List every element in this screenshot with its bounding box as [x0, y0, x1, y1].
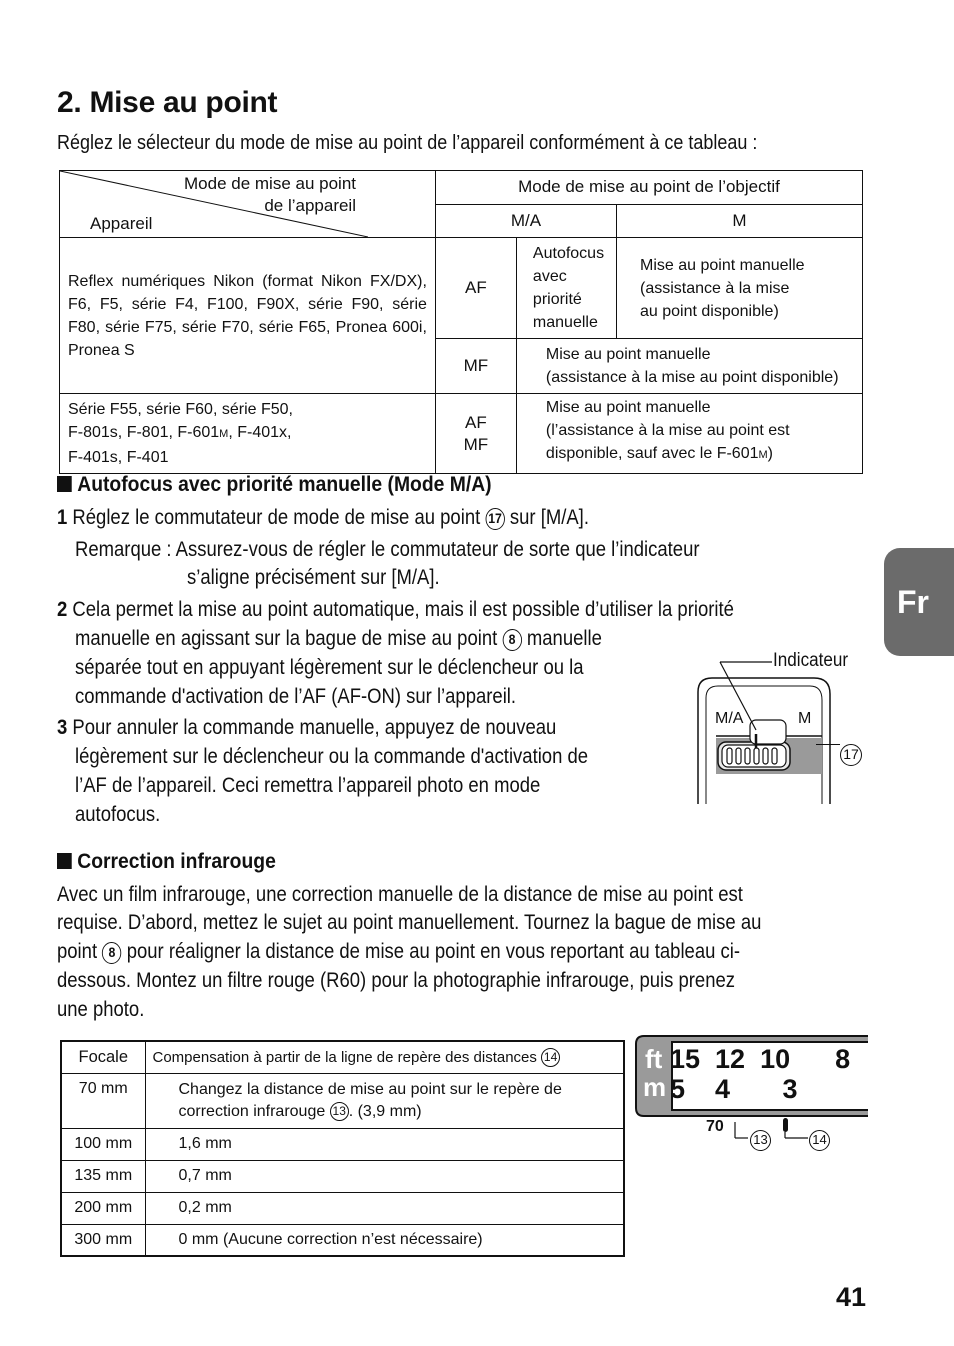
corner-top-line2: de l’appareil [264, 196, 356, 215]
switch-label-m: M [798, 710, 812, 727]
row1-mf-cell [516, 339, 862, 394]
indicator-label: Indicateur [773, 650, 849, 671]
step2-line2: manuelle en agissant sur la bague de mise au point 8 manuelle [75, 627, 602, 650]
ref-17-icon: 17 [485, 508, 504, 530]
step3-line3: l’AF de l’appareil. Ceci remettra l’appareil photo en mode [75, 774, 541, 797]
row1-af-ma-line1: Autofocus avec [532, 245, 605, 285]
corner-bottom-label: Appareil [90, 214, 153, 233]
scale-m-values: 5 4 3 [670, 1074, 798, 1104]
language-tab [884, 548, 954, 656]
ref-14-icon: 14 [541, 1048, 560, 1067]
row1-cameras: Reflex numériques Nikon (format Nikon FX/DX), F6, F5, série F4, F100, F90X, série F90, série F80, série F75, série F70, série F65, Pronea 600i, Pronea S [60, 238, 436, 394]
row2-line1: Mise au point manuelle [545, 399, 711, 416]
comp-cell: 0,2 mm [145, 1192, 624, 1224]
ref-8-icon: 8 [502, 629, 521, 651]
row2-cameras-line1: Série F55, série F60, série F50, [68, 401, 293, 418]
row1-mf-line2: (assistance à la mise au point disponible) [545, 369, 839, 386]
row1-af-ma-line2: priorité manuelle [532, 291, 598, 331]
row1-af-m-line3: au point disponible) [640, 302, 779, 320]
scale-ft-values: 15 12 10 8 [670, 1044, 851, 1074]
focus-mode-table [59, 170, 863, 474]
row1-mf-mode: MF [435, 339, 516, 394]
switch-ref-17: 17 [840, 744, 862, 766]
table-row [61, 1224, 624, 1256]
step1: 1 Réglez le commutateur de mode de mise au point 17 sur [M/A]. [57, 506, 589, 529]
ref-8-icon: 8 [102, 942, 121, 964]
table-row [61, 1192, 624, 1224]
row2-cell [516, 394, 862, 474]
focal-cell: 300 mm [61, 1224, 145, 1256]
language-tab-label: Fr [897, 584, 929, 620]
step3-line4: autofocus. [75, 803, 161, 826]
row2-cameras [60, 394, 436, 474]
scale-mark-70: 70 [706, 1118, 724, 1135]
row1-af-m-line1: Mise au point manuelle [640, 256, 805, 274]
row1-af-mode: AF [435, 238, 516, 339]
note-line2: s’aligne précisément sur [M/A]. [187, 566, 440, 589]
ir-line2: requise. D’abord, mettez le sujet au point manuellement. Tournez la bague de mise au [57, 911, 762, 934]
comp-cell: 0,7 mm [145, 1160, 624, 1192]
step2-line1: 2 Cela permet la mise au point automatique, mais il est possible d’utiliser la priorité [57, 598, 734, 621]
ir-section-heading: Correction infrarouge [57, 850, 276, 874]
step3-line1: 3 Pour annuler la commande manuelle, appuyez de nouveau [57, 716, 557, 739]
ref-13-icon: 13 [330, 1102, 349, 1121]
table-corner-header [60, 171, 436, 238]
col-header-ma: M/A [435, 204, 616, 238]
row2-cameras-line2: F-801s, F-801, F-601M, F-401x, [68, 424, 292, 441]
focal-cell: 100 mm [61, 1128, 145, 1160]
row2-mode: AF MF [435, 394, 516, 474]
switch-label-ma: M/A [715, 710, 744, 727]
table-header-row [61, 1041, 624, 1073]
ir-line3: point 8 pour réaligner la distance de mise au point en vous reportant au tableau ci- [57, 940, 741, 963]
corner-top-line1: Mode de mise au point [184, 174, 356, 193]
col-header-compensation: Compensation à partir de la ligne de repère des distances 14 [145, 1041, 624, 1073]
intro-text: Réglez le sélecteur du mode de mise au point de l’appareil conformément à ce tableau : [57, 132, 758, 154]
col-header-m: M [617, 204, 863, 238]
row1-af-m-line2: (assistance à la mise [640, 279, 790, 297]
scale-ref-14: 14 [809, 1130, 830, 1151]
distance-scale-figure [634, 1034, 868, 1158]
row2-line3: disponible, sauf avec le F-601M) [545, 445, 773, 462]
focal-cell: 70 mm [61, 1073, 145, 1128]
row1-af-ma-cell [516, 238, 616, 339]
ir-correction-table [60, 1040, 625, 1257]
bullet-square-icon [57, 853, 72, 869]
ir-line5: une photo. [57, 998, 145, 1021]
row2-cameras-line3: F-401s, F-401 [68, 449, 169, 466]
ir-line1: Avec un film infrarouge, une correction manuelle de la distance de mise au point est [57, 883, 743, 906]
col-header-focal: Focale [61, 1041, 145, 1073]
scale-unit-m: m [643, 1072, 667, 1102]
row1-mf-line1: Mise au point manuelle [545, 346, 711, 363]
bullet-square-icon [57, 476, 72, 492]
page-number: 41 [835, 1282, 866, 1312]
scale-ref-13: 13 [750, 1130, 771, 1151]
af-section-heading: Autofocus avec priorité manuelle (Mode M/A) [57, 473, 492, 497]
table-row [61, 1128, 624, 1160]
comp-cell: 0 mm (Aucune correction n’est nécessaire) [145, 1224, 624, 1256]
comp-cell: Changez la distance de mise au point sur le repère de correction infrarouge 13 . (3,9 mm) [145, 1073, 624, 1128]
table-row [61, 1073, 624, 1128]
step3-line2: légèrement sur le déclencheur ou la commande d'activation de [75, 745, 589, 768]
row1-af-m-cell [617, 238, 863, 339]
note-line1: Remarque : Assurez-vous de régler le commutateur de sorte que l’indicateur [75, 538, 700, 561]
ref-leader-line [816, 744, 840, 745]
lens-mode-header: Mode de mise au point de l’objectif [435, 171, 862, 205]
scale-unit-ft: ft [645, 1044, 663, 1074]
ir-line4: dessous. Montez un filtre rouge (R60) pour la photographie infrarouge, puis prenez [57, 969, 736, 992]
row2-line2: (l’assistance à la mise au point est [545, 422, 790, 439]
focus-switch-figure [694, 648, 874, 808]
page-title: 2. Mise au point [57, 86, 278, 119]
focal-cell: 135 mm [61, 1160, 145, 1192]
focus-switch-illustration [694, 648, 874, 808]
comp-cell: 1,6 mm [145, 1128, 624, 1160]
step2-line4: commande d'activation de l’AF (AF-ON) sur l’appareil. [75, 685, 517, 708]
step2-line3: séparée tout en appuyant légèrement sur le déclencheur ou la [75, 656, 584, 679]
table-row [61, 1160, 624, 1192]
focal-cell: 200 mm [61, 1192, 145, 1224]
